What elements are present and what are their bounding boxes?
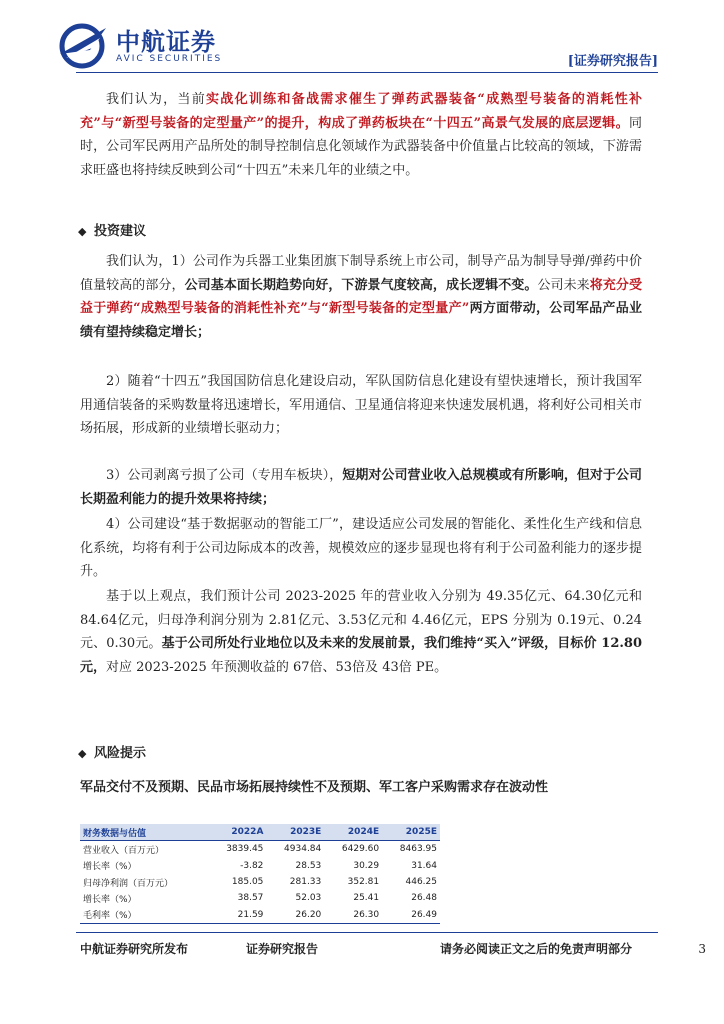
table-cell: 30.29 — [353, 860, 380, 871]
section-heading-investment — [78, 220, 146, 239]
intro-text-2: 同时，公司军民两用产品所处的制导控制信息化领域作为武器装备中价值量占比较高的领域，下游需求旺盛也将持续反映到公司“十四五”未来几年的业绩之中。 — [80, 115, 642, 178]
point1-highlight: 将充分受益于弹药“成熟型号装备的消耗性补充”与“新型号装备的定型量产” — [80, 277, 642, 316]
section-title: 投资建议 — [94, 224, 147, 239]
intro-paragraph — [80, 88, 642, 182]
footer-disclaimer: 请务必阅读正文之后的免责声明部分 — [440, 942, 633, 956]
table-cell: 26.49 — [382, 906, 440, 923]
table-row — [80, 906, 440, 923]
table-cell: -3.82 — [240, 860, 264, 871]
table-cell: 26.48 — [411, 893, 437, 904]
section-heading-risk — [78, 742, 146, 761]
forecast-text: 基于以上观点，我们预计公司 2023-2025 年的营业收入分别为 49.35亿元、64.30亿元和 84.64亿元，归母净利润分别为 2.81亿元、3.53亿元和 4.46亿元，EPS 分别为 0.19元、0.24元、0.30元。 — [80, 589, 642, 651]
table-cell: 25.41 — [353, 893, 380, 904]
table-cell: 281.33 — [289, 877, 322, 888]
point3-text: 3）公司剥离亏损了公司（专用车板块）， — [106, 468, 343, 483]
page-number: 3 — [698, 942, 706, 956]
investment-point-2: 2）随着“十四五”我国国防信息化建设启动，军队国防信息化建设有望快速增长，预计我国军用通信装备的采购数量将迅速增长，军用通信、卫星通信将迎来快速发展机遇，将利好公司相关市场拓展，形成新的业绩增长驱动力； — [80, 374, 642, 436]
table-cell: 增长率（%） — [83, 894, 137, 905]
investment-point-4: 4）公司建设“基于数据驱动的智能工厂”，建设适应公司发展的智能化、柔性化生产线和信息化系统，均将有利于公司边际成本的改善，规模效应的逐步显现也将有利于公司盈利能力的逐步提升。 — [80, 517, 642, 579]
table-cell: 归母净利润（百万元） — [83, 878, 174, 889]
table-cell: 38.57 — [237, 893, 264, 904]
point1-text-1: 我们认为，1）公司作为兵器工业集团旗下制导系统上市公司，制导产品为制导导弹/弹药中价值量较高的部分， — [80, 254, 642, 293]
table-row — [80, 841, 440, 858]
table-cell: 52.03 — [295, 893, 322, 904]
point1-bold: 公司基本面长期趋势向好，下游景气度较高，成长逻辑不变。 — [184, 277, 538, 293]
diamond-bullet-icon: ◆ — [78, 225, 87, 238]
table-cell: 352.81 — [347, 877, 380, 888]
table-cell: 增长率（%） — [83, 862, 137, 873]
risk-text: 军品交付不及预期、民品市场拓展持续性不及预期、军工客户采购需求存在波动性 — [80, 780, 549, 795]
logo-english-name: AVIC SECURITIES — [116, 54, 223, 64]
table-cell: 毛利率（%） — [80, 906, 209, 923]
point3-bold: 短期对公司营业收入总规模或有所影响，但对于公司长期盈利能力的提升效果将持续； — [80, 468, 642, 507]
table-cell: 28.53 — [295, 860, 322, 871]
table-cell: 6429.60 — [341, 844, 380, 855]
table-header-cell: 2023E — [266, 824, 324, 841]
header-divider — [76, 72, 658, 73]
table-cell: 3839.45 — [226, 844, 264, 855]
table-header-cell: 2025E — [382, 824, 440, 841]
report-type-tag: [证券研究报告] — [567, 54, 658, 69]
section-title: 风险提示 — [94, 746, 147, 761]
financial-summary-table — [80, 824, 440, 924]
forecast-paragraph — [80, 585, 642, 679]
forecast-bold: 基于公司所处行业地位以及未来的发展前景，我们维持“买入”评级，目标价 12.80元， — [80, 636, 642, 675]
table-header-row — [80, 824, 440, 841]
diamond-bullet-icon: ◆ — [78, 747, 87, 760]
logo-chinese-name: 中航证券 — [116, 28, 216, 56]
investment-point-3 — [80, 464, 642, 511]
table-row — [80, 874, 440, 890]
table-row — [80, 890, 440, 906]
table-row — [80, 858, 440, 874]
footer-publisher: 中航证券研究所发布 — [80, 942, 189, 956]
point1-bold-2: 两方面带动，公司军品产品业绩有望持续稳定增长； — [80, 301, 642, 340]
table-cell: 21.59 — [209, 906, 267, 923]
intro-highlight: 实战化训练和备战需求催生了弹药武器装备“成熟型号装备的消耗性补充”与“新型号装备的定型量产”的提升，构成了弹药板块在“十四五”高景气发展的底层逻辑。 — [80, 92, 642, 131]
footer-report-type: 证券研究报告 — [246, 942, 319, 956]
investment-point-1 — [80, 250, 642, 344]
table-header-cell: 2024E — [324, 824, 382, 841]
table-cell: 8463.95 — [399, 844, 437, 855]
footer-divider — [76, 932, 658, 933]
intro-text-1: 我们认为，当前 — [106, 92, 206, 107]
table-cell: 26.20 — [266, 906, 324, 923]
avic-logo — [56, 20, 256, 70]
table-cell: 446.25 — [405, 877, 437, 888]
table-cell: 26.30 — [324, 906, 382, 923]
table-cell: 4934.84 — [284, 844, 322, 855]
point1-text-2: 公司未来 — [537, 277, 590, 293]
table-cell: 营业收入（百万元） — [83, 845, 165, 856]
table-header-cell: 2022A — [209, 824, 267, 841]
table-cell: 185.05 — [231, 877, 264, 888]
avic-emblem-icon — [56, 20, 112, 70]
table-cell: 31.64 — [411, 860, 437, 871]
forecast-text-2: 对应 2023-2025 年预测收益的 67倍、53倍及 43倍 PE。 — [106, 659, 448, 675]
table-header-cell: 财务数据与估值 — [80, 824, 209, 841]
